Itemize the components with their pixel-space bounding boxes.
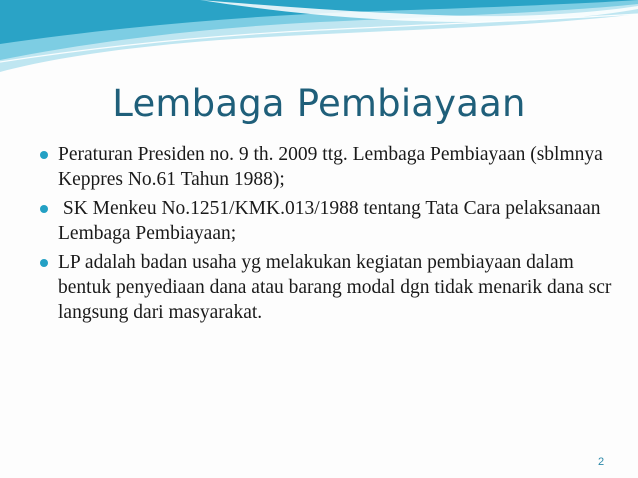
- bullet-item: [40, 142, 620, 192]
- bullet-text: Peraturan Presiden no. 9 th. 2009 ttg. Lembaga Pembiayaan (sblmnya Keppres No.61 Tahun 1988);: [58, 144, 603, 190]
- bullet-text: SK Menkeu No.1251/KMK.013/1988 tentang Tata Cara pelaksanaan Lembaga Pembiayaan;: [58, 198, 606, 244]
- bullet-icon: [40, 259, 48, 267]
- bullet-icon: [40, 151, 48, 159]
- bullet-icon: [40, 205, 48, 213]
- bullet-item: [40, 196, 620, 246]
- bullet-text: LP adalah badan usaha yg melakukan kegiatan pembiayaan dalam bentuk penyediaan dana atau barang modal dgn tidak menarik dana scr langsung dari masyarakat.: [58, 252, 612, 323]
- bullet-list: [40, 142, 620, 329]
- header-wave-decoration: [0, 0, 638, 80]
- slide-title: Lembaga Pembiayaan: [112, 82, 526, 125]
- page-number: 2: [598, 456, 605, 468]
- bullet-item: [40, 250, 620, 325]
